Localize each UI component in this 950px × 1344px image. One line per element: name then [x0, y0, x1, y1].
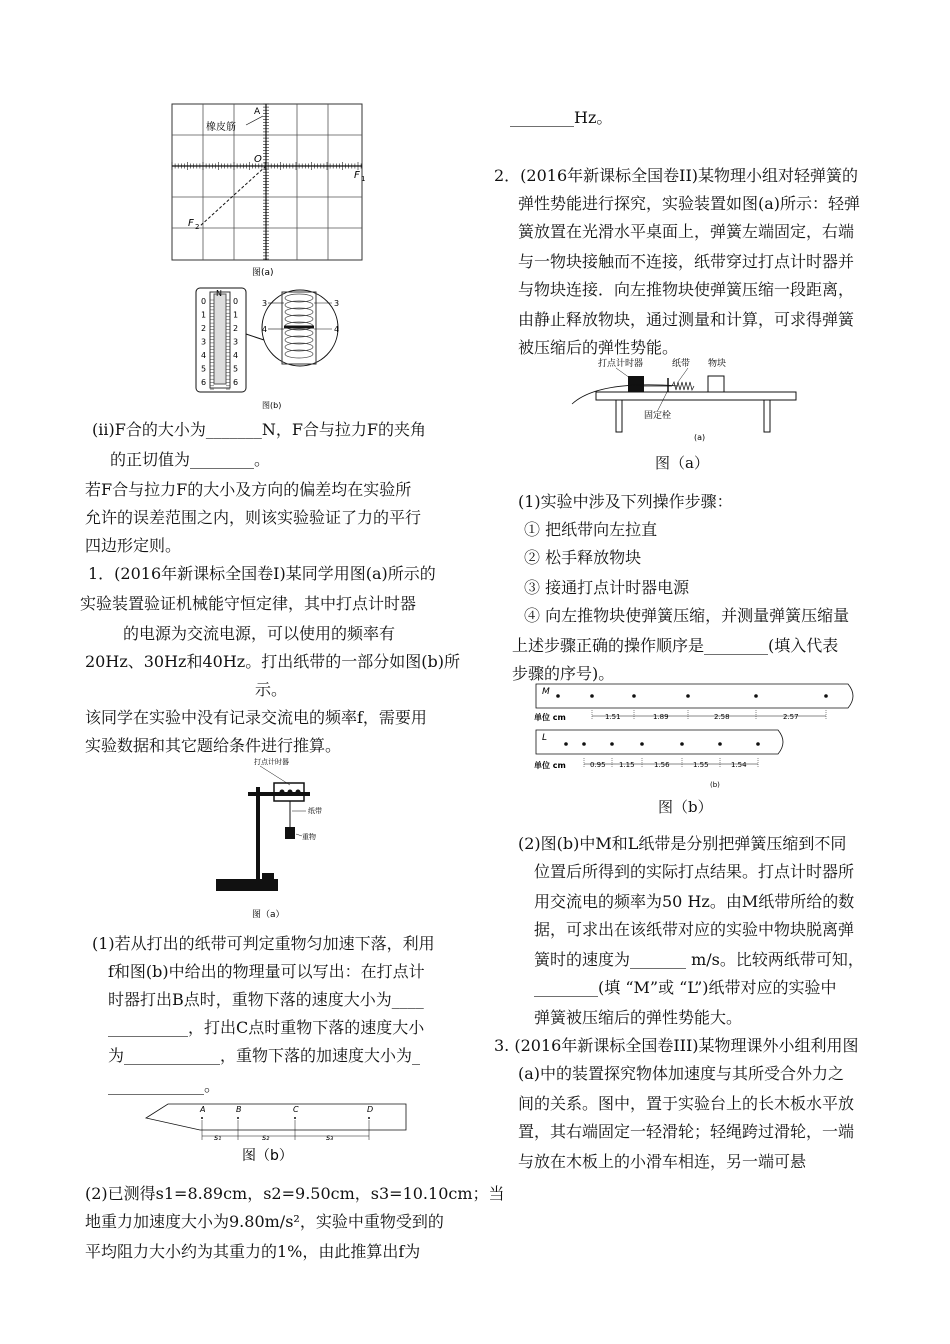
- zoom-3-right: 3: [334, 299, 340, 308]
- m-value: 1.89: [653, 713, 669, 721]
- m-value: 2.58: [714, 713, 730, 721]
- fig1a-weight-label: 重物: [302, 833, 316, 841]
- q-ii-line2: 的正切值为________。: [110, 450, 271, 469]
- q2-1-line: 上述步骤正确的操作顺序是________(填入代表: [512, 636, 839, 655]
- q2-line: 与物块连接．向左推物块使弹簧压缩一段距离，: [518, 280, 855, 299]
- scale-number: 6: [201, 378, 207, 387]
- scale-number: 0: [201, 297, 207, 306]
- q1-1-line: 时器打出B点时，重物下落的速度大小为____: [108, 990, 424, 1009]
- q2-1-line: ② 松手释放物块: [524, 548, 642, 567]
- spring-scale-figure: [192, 282, 352, 412]
- tape-dot: [610, 742, 614, 746]
- tape-dot: [556, 694, 560, 698]
- scale-n-label: N: [216, 289, 222, 298]
- tape-dot: [718, 742, 722, 746]
- q2-line: 2．(2016年新课标全国卷II)某物理小组对轻弹簧的: [494, 166, 859, 185]
- fig2a-timer-label: 打点计时器: [598, 359, 644, 369]
- q1-line: 实验装置验证机械能守恒定律，其中打点计时器: [80, 594, 417, 613]
- tape-dot: [632, 694, 636, 698]
- q3-line: 3. (2016年新课标全国卷III)某物理课外小组利用图: [494, 1036, 859, 1055]
- l-value: 1.56: [654, 761, 670, 769]
- q2-2-line: 据，可求出在该纸带对应的实验中物块脱离弹: [534, 920, 855, 939]
- l-value: 1.55: [693, 761, 709, 769]
- q1-2-line: 地重力加速度大小为9.80m/s²，实验中重物受到的: [85, 1212, 444, 1231]
- q2-2-line: 位置后所得到的实际打点结果。打点计时器所: [534, 862, 855, 881]
- fig-b-caption: 图(b): [262, 401, 282, 410]
- scale-number: 3: [201, 337, 207, 347]
- fig1a-caption: 图（a）: [252, 910, 285, 919]
- f2-sub: 2: [195, 223, 200, 231]
- q3-line: 间的关系。图中，置于实验台上的长木板水平放: [518, 1094, 855, 1113]
- q2-line: 由静止释放物块，通过测量和计算，可求得弹簧: [518, 310, 855, 329]
- q1-line: 该同学在实验中没有记录交流电的频率f，需要用: [85, 708, 427, 727]
- f2-label: F: [188, 218, 194, 229]
- scale-number: 5: [233, 364, 239, 374]
- tape-dot: [754, 694, 758, 698]
- origin-label: O: [254, 154, 262, 165]
- l-value: 0.95: [590, 761, 606, 769]
- s2-label: s₂: [262, 1133, 270, 1142]
- q-ii-line1: (ii)F合的大小为_______N，F合与拉力F的夹角: [92, 420, 427, 439]
- fig2b-sub: (b): [710, 781, 720, 789]
- q2-1-line: 步骤的序号)。: [512, 664, 615, 683]
- tape-dot: [590, 694, 594, 698]
- q2-1-line: ④ 向左推物块使弹簧压缩，并测量弹簧压缩量: [524, 606, 850, 625]
- fig1a-tape-label: 纸带: [308, 807, 322, 815]
- q1-line: 1．(2016年新课标全国卷I)某同学用图(a)所示的: [88, 564, 436, 583]
- tape-l-label: L: [542, 733, 548, 743]
- q2-2-line: 簧时的速度为_______ m/s。比较两纸带可知，: [534, 950, 864, 969]
- tape-dot: [582, 742, 586, 746]
- q1-line: 示。: [255, 680, 288, 699]
- para-line: 允许的误差范围之内，则该实验验证了力的平行: [85, 508, 422, 527]
- q2-2-line: 弹簧被压缩后的弹性势能大。: [534, 1008, 743, 1027]
- q2-line: 与一物块接触而不连接，纸带穿过打点计时器并: [518, 252, 855, 271]
- fig2a-sub: (a): [694, 433, 706, 442]
- fig2a-caption: 图（a）: [655, 454, 709, 472]
- q2-line: 被压缩后的弹性势能。: [518, 338, 679, 357]
- f1-label: F: [354, 170, 360, 181]
- tape-b-label: B: [236, 1105, 242, 1114]
- q1-1-line: f和图(b)中给出的物理量可以写出：在打点计: [108, 962, 425, 981]
- scale-number: 4: [201, 351, 207, 360]
- q1-2-line: 平均阻力大小约为其重力的1%，由此推算出f为: [85, 1242, 421, 1261]
- scale-number: 2: [233, 324, 239, 333]
- force-grid-figure: [170, 100, 370, 280]
- q2-1-line: (1)实验中涉及下列操作步骤：: [518, 492, 733, 511]
- tape-a-label: A: [200, 1105, 206, 1114]
- q1-line: 实验数据和其它题给条件进行推算。: [85, 736, 342, 755]
- zoom-4-right: 4: [334, 325, 340, 334]
- tape-d-label: D: [367, 1105, 374, 1114]
- tape-c-label: C: [293, 1105, 299, 1114]
- zoom-4-left: 4: [262, 325, 268, 334]
- rubber-band-label: 橡皮筋: [206, 122, 236, 133]
- spring-apparatus-figure: [568, 352, 808, 444]
- l-value: 1.54: [731, 761, 747, 769]
- fig2b-caption: 图（b）: [658, 798, 713, 816]
- q2-2-line: ________(填 “M”或 “L”)纸带对应的实验中: [534, 978, 837, 997]
- tape-m-label: M: [542, 687, 550, 697]
- tape-l-unit: 单位 cm: [534, 761, 566, 770]
- para-line: 四边形定则。: [85, 536, 182, 555]
- paper-tape-figure-1b: [140, 1094, 412, 1166]
- q1-1-line: ____________。: [108, 1076, 221, 1095]
- fig2a-block-label: 物块: [708, 359, 727, 369]
- q2-2-line: 用交流电的频率为50 Hz。由M纸带所给的数: [534, 892, 855, 911]
- tape-dot: [564, 742, 568, 746]
- q2-2-line: (2)图(b)中M和L纸带是分别把弹簧压缩到不同: [518, 834, 847, 853]
- tape-dot: [640, 742, 644, 746]
- scale-number: 1: [233, 310, 239, 320]
- scale-number: 6: [233, 378, 239, 387]
- l-value: 1.15: [619, 761, 635, 769]
- fig1a-timer-label: 打点计时器: [254, 758, 289, 766]
- spring-tapes-figure: [530, 680, 860, 792]
- q1-1-line: 为____________，重物下落的加速度大小为_: [108, 1046, 421, 1065]
- free-fall-apparatus-figure: [212, 757, 342, 919]
- fig2a-tape-label: 纸带: [672, 359, 691, 369]
- para-line: 若F合与拉力F的大小及方向的偏差均在实验所: [85, 480, 412, 499]
- q3-line: (a)中的装置探究物体加速度与其所受合外力之: [518, 1064, 845, 1083]
- s3-label: s₃: [326, 1133, 334, 1142]
- tape-dot: [686, 694, 690, 698]
- scale-number: 1: [201, 310, 207, 320]
- tape-dot: [756, 742, 760, 746]
- hz-answer-line: ________Hz。: [510, 108, 613, 127]
- tape-m-unit: 单位 cm: [534, 713, 566, 722]
- scale-number: 5: [201, 364, 207, 374]
- scale-number: 3: [233, 337, 239, 347]
- q1-line: 20Hz、30Hz和40Hz。打出纸带的一部分如图(b)所: [85, 652, 460, 671]
- fig-a-caption: 图(a): [252, 268, 274, 278]
- q2-1-line: ① 把纸带向左拉直: [524, 520, 658, 539]
- tape-dot: [824, 694, 828, 698]
- q1-1-line: __________，打出C点时重物下落的速度大小: [108, 1018, 425, 1037]
- q1-line: 的电源为交流电源，可以使用的频率有: [123, 624, 396, 643]
- zoom-3-left: 3: [262, 299, 268, 308]
- q1-2-line: (2)已测得s1=8.89cm，s2=9.50cm，s3=10.10cm；当: [85, 1184, 505, 1203]
- q2-line: 簧放置在光滑水平桌面上，弹簧左端固定，右端: [518, 222, 855, 241]
- q3-line: 置，其右端固定一轻滑轮；轻绳跨过滑轮，一端: [518, 1122, 855, 1141]
- q3-line: 与放在木板上的小滑车相连，另一端可悬: [518, 1152, 807, 1171]
- f1-sub: 1: [361, 175, 366, 183]
- scale-number: 2: [201, 324, 207, 333]
- q1-1-line: (1)若从打出的纸带可判定重物匀加速下落，利用: [92, 934, 435, 953]
- fig2a-bolt-label: 固定栓: [644, 411, 672, 421]
- scale-number: 4: [233, 351, 239, 360]
- s1-label: s₁: [214, 1133, 222, 1142]
- m-value: 1.51: [605, 713, 621, 721]
- m-value: 2.57: [783, 713, 799, 721]
- q2-1-line: ③ 接通打点计时器电源: [524, 578, 690, 597]
- fig1b-caption: 图（b）: [242, 1148, 293, 1164]
- point-a-label: A: [254, 107, 261, 117]
- tape-dot: [680, 742, 684, 746]
- q2-line: 弹性势能进行探究，实验装置如图(a)所示：轻弹: [518, 194, 861, 213]
- scale-number: 0: [233, 297, 239, 306]
